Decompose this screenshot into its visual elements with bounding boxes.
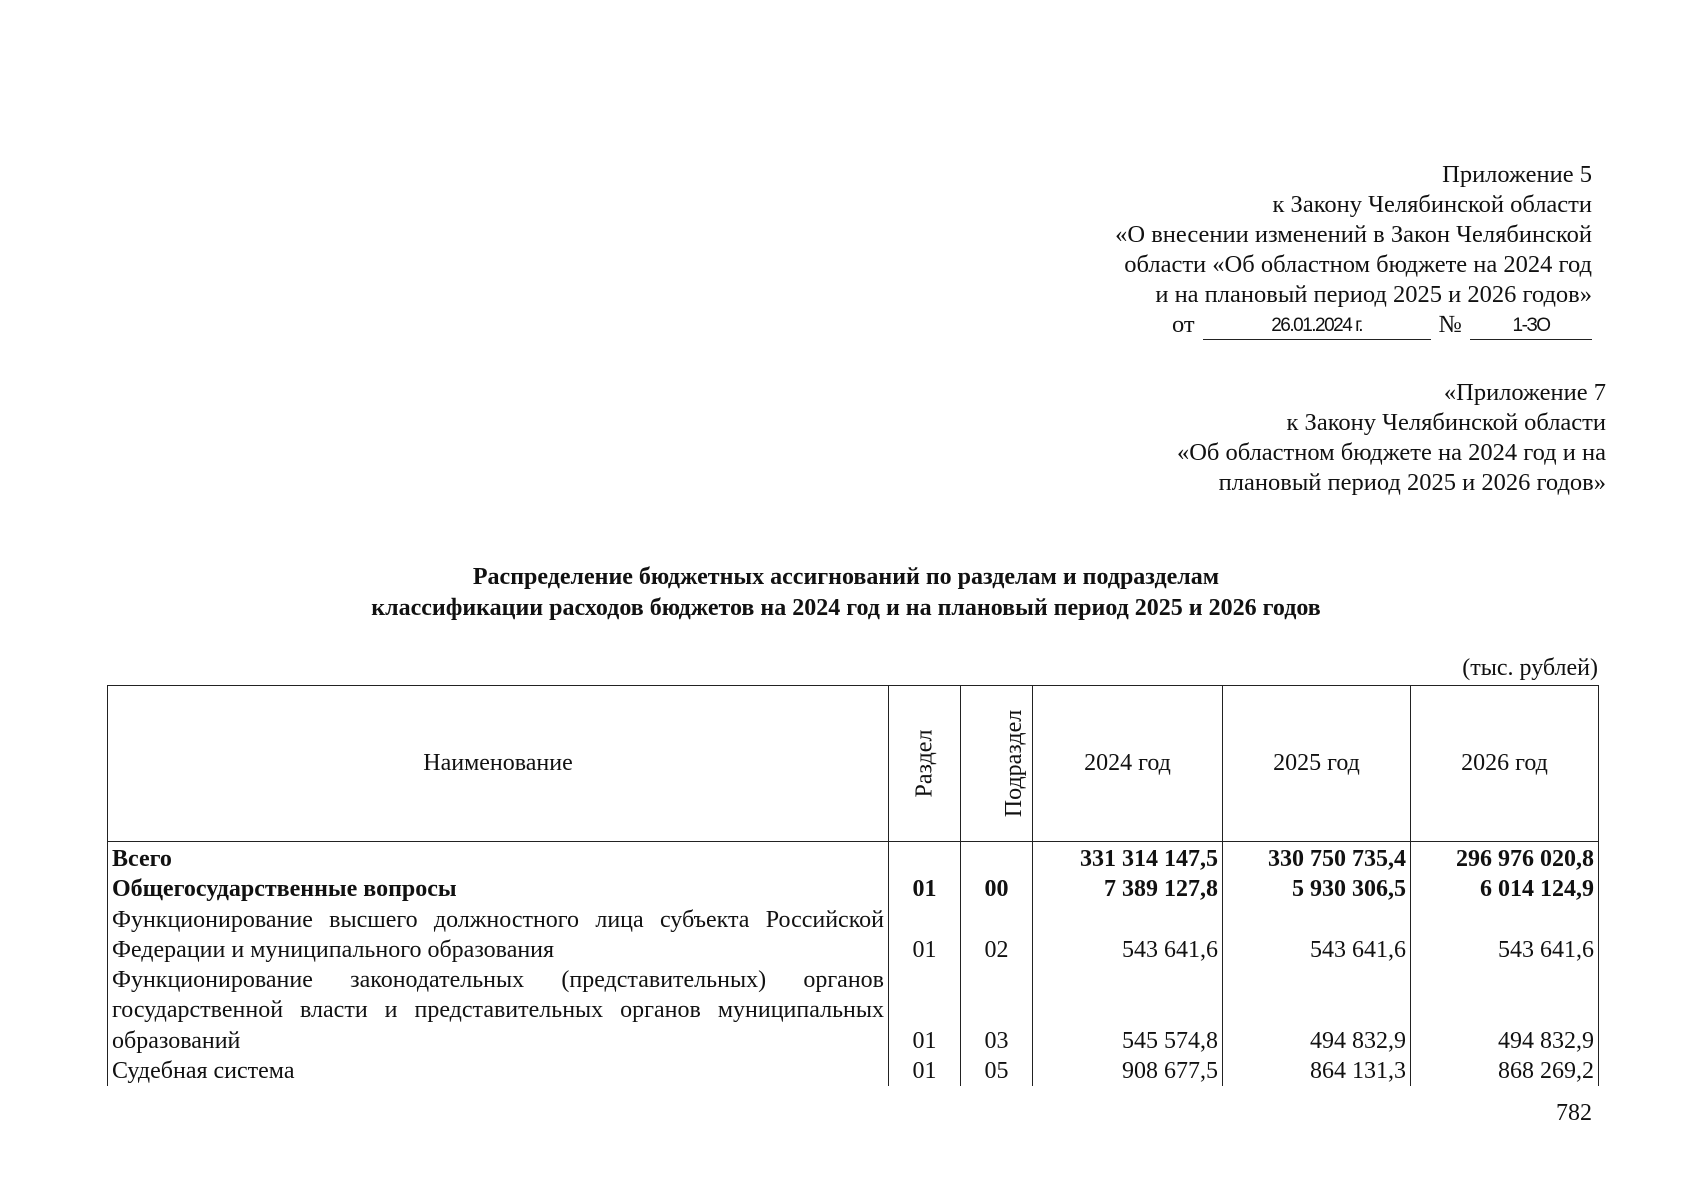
table-row: [108, 905, 1599, 966]
row-2026: 6 014 124,9: [1411, 874, 1599, 904]
number-label: №: [1438, 311, 1462, 338]
row-section: 01: [889, 1056, 961, 1086]
header-2025: 2025 год: [1223, 686, 1411, 842]
header-2026: 2026 год: [1411, 686, 1599, 842]
row-2024: 7 389 127,8: [1033, 874, 1223, 904]
row-section: 01: [889, 965, 961, 1056]
header-subsection: [961, 686, 1033, 842]
document-title: [0, 562, 1692, 624]
row-2024: 908 677,5: [1033, 1056, 1223, 1086]
appendix-7-line: «Приложение 7: [1443, 379, 1606, 406]
header-name: Наименование: [108, 686, 889, 842]
table-row: [108, 842, 1599, 875]
row-section: 01: [889, 874, 961, 904]
row-name: Общегосударственные вопросы: [108, 874, 889, 904]
header-section: [889, 686, 961, 842]
row-subsection: 05: [961, 1056, 1033, 1086]
row-subsection: 03: [961, 965, 1033, 1056]
row-2025: 864 131,3: [1223, 1056, 1411, 1086]
row-2026: 868 269,2: [1411, 1056, 1599, 1086]
appendix-5-header: [1115, 160, 1592, 340]
row-2026: 543 641,6: [1411, 905, 1599, 966]
row-subsection: 00: [961, 874, 1033, 904]
row-name: Судебная система: [108, 1056, 889, 1086]
row-subsection: 02: [961, 905, 1033, 966]
row-2024: 331 314 147,5: [1033, 842, 1223, 875]
appendix-5-line: области «Об областном бюджете на 2024 год: [1124, 251, 1592, 278]
row-section: 01: [889, 905, 961, 966]
title-line-1: Распределение бюджетных ассигнований по разделам и подразделам: [472, 564, 1220, 590]
row-2025: 330 750 735,4: [1223, 842, 1411, 875]
header-section-label: Раздел: [910, 729, 937, 798]
row-2025: 5 930 306,5: [1223, 874, 1411, 904]
units-label: (тыс. рублей): [1462, 655, 1598, 681]
table-row: [108, 965, 1599, 1056]
table-header-row: [108, 686, 1599, 842]
row-2026: 494 832,9: [1411, 965, 1599, 1056]
law-date: 26.01.2024 г.: [1203, 311, 1431, 340]
appendix-5-line: «О внесении изменений в Закон Челябинской: [1115, 221, 1592, 248]
row-name: Функционирование высшего должностного лица субъекта Российской Федерации и муниципального образования: [108, 905, 889, 966]
row-section: [889, 842, 961, 875]
appendix-5-line: и на плановый период 2025 и 2026 годов»: [1155, 281, 1592, 308]
budget-table: [107, 685, 1599, 1086]
table-row: [108, 874, 1599, 904]
law-number: 1-ЗО: [1470, 311, 1592, 340]
header-2024: 2024 год: [1033, 686, 1223, 842]
appendix-7-line: к Закону Челябинской области: [1286, 409, 1606, 436]
row-subsection: [961, 842, 1033, 875]
row-name: Функционирование законодательных (представительных) органов государственной власти и представительных органов муниципальных образований: [108, 965, 889, 1056]
law-date-number-line: [1172, 310, 1592, 340]
appendix-7-line: «Об областном бюджете на 2024 год и на: [1176, 439, 1606, 466]
header-subsection-label: Подраздел: [1001, 709, 1028, 818]
page-number: 782: [1556, 1100, 1592, 1126]
from-label: от: [1171, 311, 1195, 338]
row-2026: 296 976 020,8: [1411, 842, 1599, 875]
row-2024: 543 641,6: [1033, 905, 1223, 966]
row-2024: 545 574,8: [1033, 965, 1223, 1056]
table-row: [108, 1056, 1599, 1086]
appendix-5-line: Приложение 5: [1442, 161, 1592, 188]
row-name: Всего: [108, 842, 889, 875]
appendix-7-line: плановый период 2025 и 2026 годов»: [1218, 469, 1606, 496]
appendix-5-line: к Закону Челябинской области: [1272, 191, 1592, 218]
appendix-7-header: [1177, 378, 1606, 498]
row-2025: 543 641,6: [1223, 905, 1411, 966]
row-2025: 494 832,9: [1223, 965, 1411, 1056]
title-line-2: классификации расходов бюджетов на 2024 год и на плановый период 2025 и 2026 годов: [371, 595, 1321, 621]
